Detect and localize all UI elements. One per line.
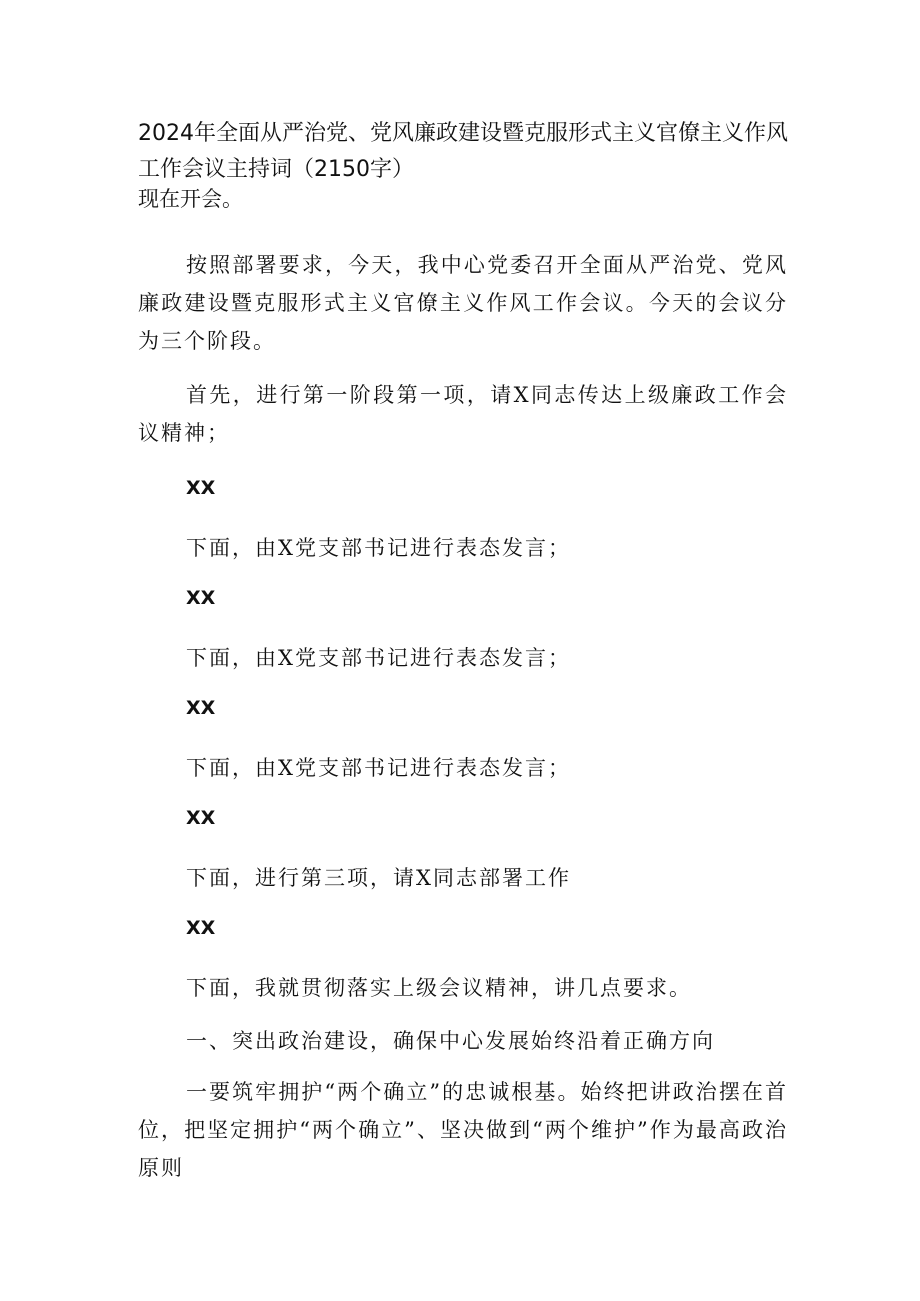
first-item-paragraph: 首先，进行第一阶段第一项，请X同志传达上级廉政工作会议精神； <box>138 383 788 445</box>
statement-line-1: 下面，由X党支部书记进行表态发言； <box>186 536 571 560</box>
speaker-placeholder-3: XX <box>186 697 216 719</box>
opening-line: 现在开会。 <box>138 187 243 211</box>
statement-line-2: 下面，由X党支部书记进行表态发言； <box>186 646 571 670</box>
speaker-placeholder-1: XX <box>186 477 216 499</box>
third-item-line: 下面，进行第三项，请X同志部署工作 <box>186 866 571 890</box>
speaker-placeholder-5: XX <box>186 917 216 939</box>
section-1-paragraph: 一要筑牢拥护“两个确立”的忠诚根基。始终把讲政治摆在首位，把坚定拥护“两个确立”、坚决做到“两个维护”作为最高政治原则 <box>138 1080 788 1180</box>
speaker-placeholder-2: XX <box>186 587 216 609</box>
section-1-heading: 一、突出政治建设，确保中心发展始终沿着正确方向 <box>186 1029 715 1053</box>
speaker-placeholder-4: XX <box>186 807 216 829</box>
requirements-intro-line: 下面，我就贯彻落实上级会议精神，讲几点要求。 <box>186 976 692 1000</box>
intro-paragraph: 按照部署要求，今天，我中心党委召开全面从严治党、党风廉政建设暨克服形式主义官僚主义作风工作会议。今天的会议分为三个阶段。 <box>138 253 788 353</box>
document-title: 2024年全面从严治党、党风廉政建设暨克服形式主义官僚主义作风工作会议主持词（2150字） <box>138 121 788 182</box>
statement-line-3: 下面，由X党支部书记进行表态发言； <box>186 756 571 780</box>
